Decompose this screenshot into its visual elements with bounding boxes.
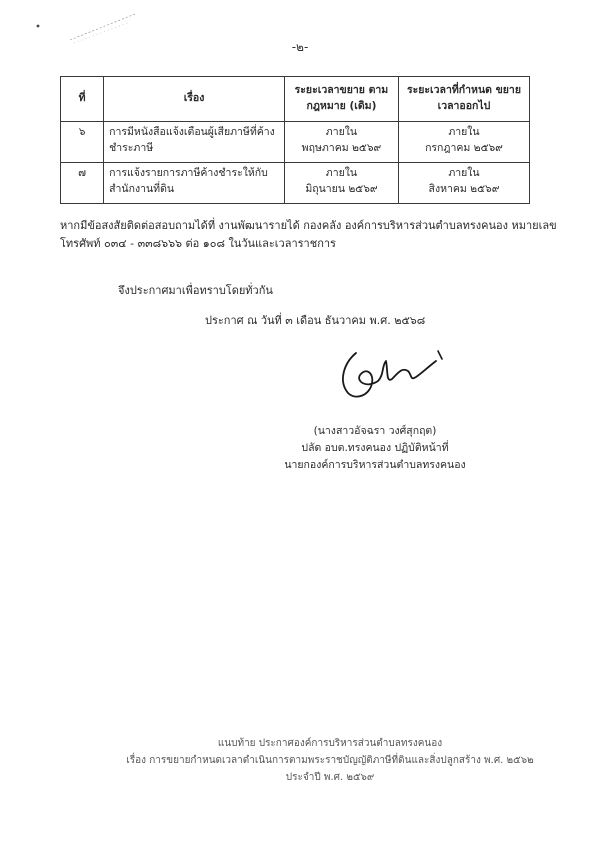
extended-period-line2: สิงหาคม ๒๕๖๙ (428, 182, 500, 195)
extended-period-line2: กรกฎาคม ๒๕๖๙ (425, 141, 503, 154)
signature-image (326, 345, 451, 405)
header-number: ที่ (61, 77, 104, 122)
signatory-position: ปลัด อบต.ทรงคนอง ปฏิบัติหน้าที่ (301, 441, 449, 454)
table-row (61, 163, 530, 204)
row-number: ๖ (61, 122, 104, 163)
original-period-line2: พฤษภาคม ๒๕๖๙ (301, 141, 382, 154)
extended-period-line1: ภายใน (448, 126, 480, 138)
page-number: -๒- (291, 40, 309, 54)
table-row (61, 122, 530, 163)
header-original-period: ระยะเวลาขยาย ตามกฎหมาย (เดิม) (284, 77, 398, 122)
original-period-line2: มิถุนายน ๒๕๖๙ (305, 182, 378, 195)
signatory-position-acting: นายกองค์การบริหารส่วนตำบลทรงคนอง (284, 458, 466, 471)
attachment-footer (120, 735, 540, 786)
date-line: ประกาศ ณ วันที่ ๓ เดือน ธันวาคม พ.ศ. ๒๕๖๘ (205, 314, 426, 327)
original-period-line1: ภายใน (325, 126, 358, 138)
extended-period-line1: ภายใน (448, 167, 480, 179)
extension-schedule-table (60, 76, 530, 204)
footer-line-2: เรื่อง การขยายกำหนดเวลาดำเนินการตามพระราชบัญญัติภาษีที่ดินและสิ่งปลูกสร้าง พ.ศ. ๒๕๖๒ (126, 755, 534, 766)
row-extended-period (398, 122, 529, 163)
row-original-period (284, 163, 398, 204)
table-header-row (61, 77, 530, 122)
signatory-name: (นางสาวอัจฉรา วงศ์สุกฤต) (313, 425, 437, 437)
row-number: ๗ (61, 163, 104, 204)
signature-block (280, 423, 470, 473)
footer-line-1: แนบท้าย ประกาศองค์การบริหารส่วนตำบลทรงคนอง (217, 738, 443, 749)
original-period-line1: ภายใน (325, 167, 358, 179)
header-subject: เรื่อง (104, 77, 285, 122)
row-extended-period (398, 163, 529, 204)
row-subject: การมีหนังสือแจ้งเตือนผู้เสียภาษีที่ค้างชำระภาษี (104, 122, 285, 163)
contact-paragraph: หากมีข้อสงสัยติดต่อสอบถามได้ที่ งานพัฒนารายได้ กองคลัง องค์การบริหารส่วนตำบลทรงคนอง หมายเลขโทรศัพท์ ๐๓๔ - ๓๓๘๖๖๖ ต่อ ๑๐๘ ในวันและเวลาราชการ (60, 219, 557, 251)
footer-line-3: ประจำปี พ.ศ. ๒๕๖๙ (285, 772, 375, 783)
row-original-period (284, 122, 398, 163)
announcement-line: จึงประกาศมาเพื่อทราบโดยทั่วกัน (118, 284, 273, 297)
row-subject: การแจ้งรายการภาษีค้างชำระให้กับสำนักงานที่ดิน (104, 163, 285, 204)
header-extended-period: ระยะเวลาที่กำหนด ขยายเวลาออกไป (398, 77, 529, 122)
